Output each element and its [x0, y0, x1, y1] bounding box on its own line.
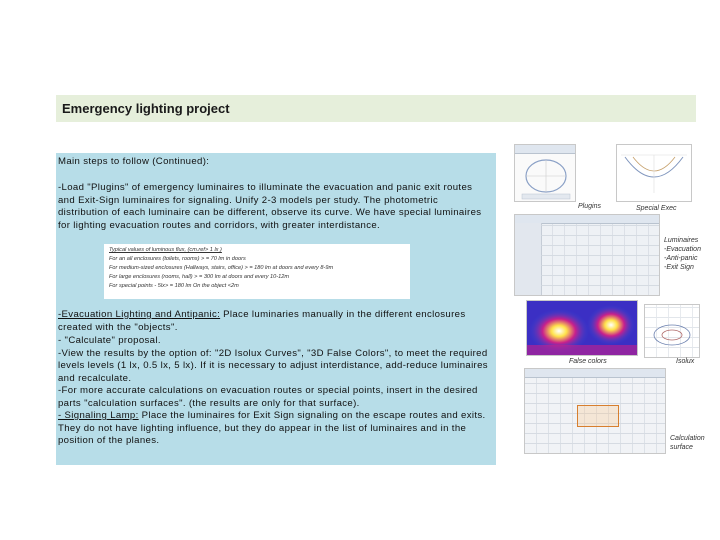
isolux-thumbnail — [644, 304, 700, 358]
special-exec-caption: Special Exec — [636, 205, 677, 212]
luminaires-caption: Luminaires -Evacuation -Anti-panic -Exit Sign — [664, 237, 701, 271]
typical-values-heading: Typical values of luminous flux, (cm.ref> 1 lx ) — [109, 247, 222, 253]
special-exec-thumbnail — [616, 144, 692, 202]
signaling-paragraph — [58, 410, 494, 448]
plugins-toolbar — [515, 145, 575, 154]
polar-diagram-icon — [617, 145, 691, 201]
isolux-curves-icon — [645, 305, 699, 357]
typical-value-line: For medium-sized enclosures (Hallways, stairs, office) > = 180 lm at doors and every 8-9m — [109, 265, 334, 271]
evacuation-paragraph — [58, 309, 490, 334]
typical-value-line: For large enclosures (rooms, hall) > = 300 lm at doors and every 10-12m — [109, 274, 290, 280]
steps-text: - "Calculate" proposal. -View the results by the option of: "2D Isolux Curves", "3D False Colors", to meet the required levels levels (1 lx, 0.5 lx, 5 lx). If it is necessary to adjust interdistance, add-reduce luminaires and recalculate. -For more accurate calculations on evacuation routes or special points, insert in the desired parts "calculation surfaces". (the results are only for that surface). — [58, 335, 488, 409]
false-color-map-icon — [527, 301, 637, 355]
false-colors-thumbnail — [526, 300, 638, 356]
photometric-curve-icon — [516, 154, 576, 202]
signaling-label: - Signaling Lamp: — [58, 410, 139, 421]
intro-heading: Main steps to follow (Continued): — [58, 156, 210, 167]
evacuation-label: -Evacuation Lighting and Antipanic: — [58, 309, 221, 320]
luminaires-thumbnail — [514, 214, 660, 296]
floor-plan-grid — [541, 224, 659, 295]
content-box — [56, 153, 496, 465]
false-colors-caption: False colors — [569, 358, 607, 365]
calculation-surface-caption: Calculation surface — [670, 435, 705, 451]
isolux-caption: Isolux — [676, 358, 695, 365]
luminaires-side-panel — [515, 223, 542, 295]
plugins-caption: Plugins — [578, 203, 601, 210]
typical-value-line: For an all enclosures (toilets, rooms) > = 70 lm in doors — [109, 256, 246, 262]
typical-value-line: For special points - 5lx> = 180 lm On the object <2m — [109, 283, 239, 289]
typical-values-box — [104, 244, 410, 299]
intro-text: -Load "Plugins" of emergency luminaires to illuminate the evacuation and panic exit routes and Exit-Sign luminaires for signaling. Unify 2-3 models per study. The photometric distribution of each luminaire can be different, observe its curve. We have special luminaires for lighting evacuation routes and corridors, with greater interdistance. — [58, 182, 482, 231]
calculation-surface-area — [577, 405, 619, 427]
calculation-toolbar — [525, 369, 665, 378]
slide-title: Emergency lighting project — [62, 101, 230, 116]
slide-title-bar — [56, 95, 696, 122]
evacuation-text: Place luminaries manually in the different enclosures created with the "objects". — [58, 309, 466, 333]
signaling-text: Place the luminaires for Exit Sign signaling on the escape routes and exits. They do not have lighting influence, but they do appear in the list of luminaires and in the position of the planes. — [58, 410, 486, 447]
plugins-thumbnail — [514, 144, 576, 202]
calculation-surface-thumbnail — [524, 368, 666, 454]
